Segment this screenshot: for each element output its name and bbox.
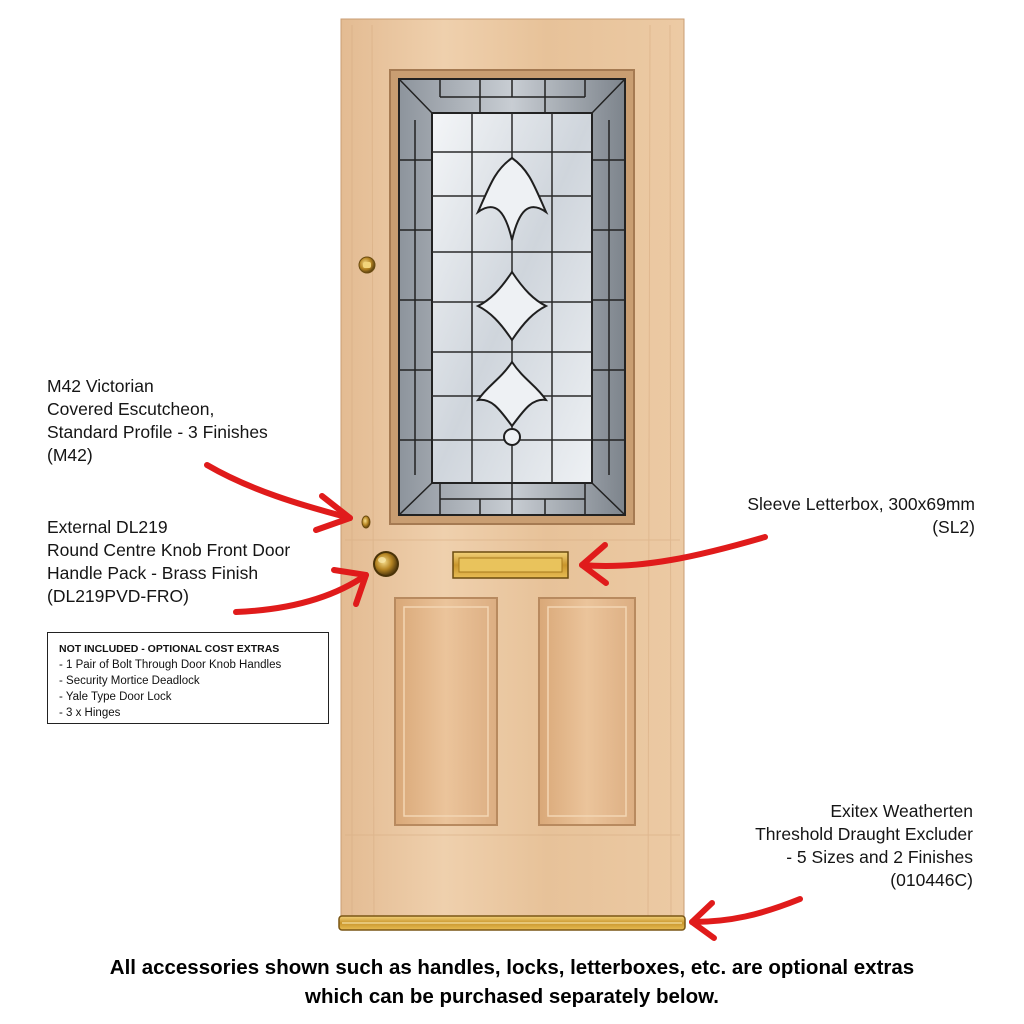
callout-threshold-line-3: - 5 Sizes and 2 Finishes: [786, 847, 973, 867]
optional-extras-item: - Security Mortice Deadlock: [59, 675, 200, 687]
callout-letterbox-line-2: (SL2): [932, 517, 975, 537]
escutcheon-icon: [362, 516, 370, 528]
callout-threshold-line-4: (010446C): [890, 870, 973, 890]
callout-letterbox: [747, 493, 975, 539]
callout-threshold: [755, 800, 973, 892]
optional-extras-item: - Yale Type Door Lock: [59, 691, 172, 703]
optional-extras-item: - 1 Pair of Bolt Through Door Knob Handles: [59, 659, 282, 671]
callout-knob-line-1: External DL219: [47, 517, 168, 537]
callout-knob-line-4: (DL219PVD-FRO): [47, 586, 189, 606]
door-knob-icon: [373, 551, 399, 577]
callout-escutcheon-line-4: (M42): [47, 445, 93, 465]
footer-note-line-2: which can be purchased separately below.: [305, 985, 719, 1008]
optional-extras-heading: NOT INCLUDED - OPTIONAL COST EXTRAS: [59, 643, 280, 655]
callout-escutcheon-line-2: Covered Escutcheon,: [47, 399, 215, 419]
callout-letterbox-line-1: Sleeve Letterbox, 300x69mm: [747, 494, 975, 514]
callout-knob: [47, 516, 290, 608]
threshold-bar: [339, 916, 685, 930]
callout-escutcheon-line-1: M42 Victorian: [47, 376, 154, 396]
arrow-threshold: [692, 899, 800, 938]
floral-motif: [478, 158, 546, 445]
callout-threshold-line-1: Exitex Weatherten: [830, 801, 973, 821]
escutcheon-top-icon: [359, 257, 375, 273]
footer-note: [0, 953, 1024, 1011]
callout-knob-line-2: Round Centre Knob Front Door: [47, 540, 291, 560]
letterbox-icon: [453, 552, 568, 578]
callout-escutcheon-line-3: Standard Profile - 3 Finishes: [47, 422, 268, 442]
optional-extras-box: [47, 632, 329, 724]
optional-extras-item: - 3 x Hinges: [59, 707, 121, 719]
callout-knob-line-3: Handle Pack - Brass Finish: [47, 563, 259, 583]
callout-escutcheon: [47, 375, 268, 467]
footer-note-line-1: All accessories shown such as handles, locks, letterboxes, etc. are optional extras: [109, 956, 915, 979]
callout-threshold-line-2: Threshold Draught Excluder: [755, 824, 973, 844]
